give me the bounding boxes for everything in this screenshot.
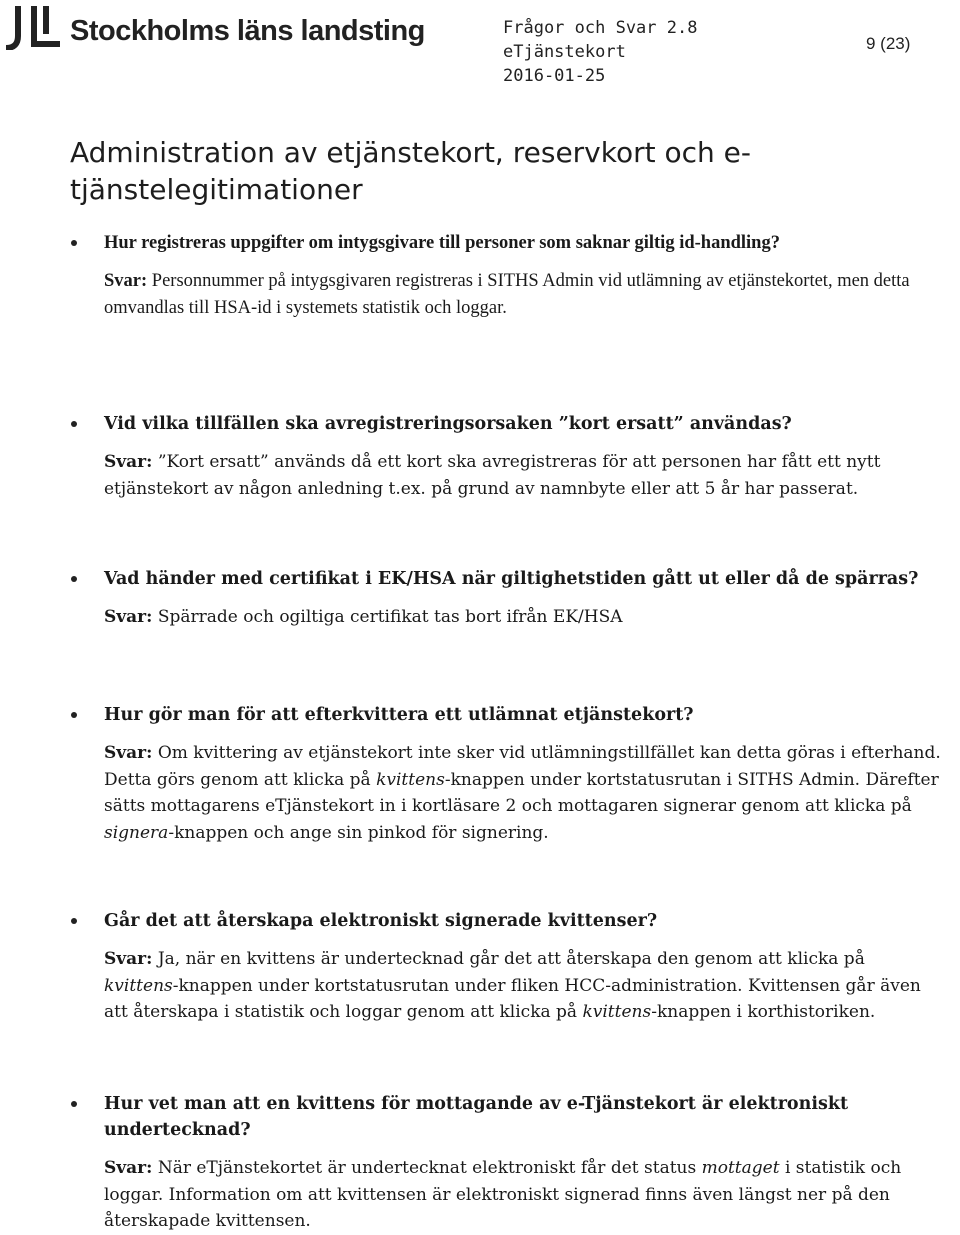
answer-text: -knappen i korthistoriken.: [651, 1002, 876, 1022]
answer-label: Svar:: [104, 1158, 153, 1178]
answer-text: Om kvittering av etjänstekort inte sker vid utlämningstillfället kan detta göras i efterhand. Detta görs genom att klicka på: [104, 743, 941, 790]
answer-label: Svar:: [104, 949, 153, 969]
question: Hur registreras uppgifter om intygsgivare till personer som saknar giltig id-handling?: [104, 230, 944, 256]
answer: [104, 449, 944, 502]
qa-item-6: [104, 1091, 944, 1235]
qa-item-1: [104, 230, 944, 321]
qa-item-2: [104, 411, 944, 502]
answer-text: Spärrade och ogiltiga certifikat tas bort ifrån EK/HSA: [157, 607, 623, 627]
answer-emphasis: kvittens: [104, 975, 173, 996]
answer: [104, 946, 944, 1026]
section-title: Administration av etjänstekort, reservkort och e-tjänstelegitimationer: [70, 136, 751, 206]
answer: [104, 604, 944, 631]
answer-emphasis: kvittens: [582, 1002, 652, 1022]
answer-text: Personnummer på intygsgivaren registreras i SITHS Admin vid utlämning av etjänstekortet, men detta omvandlas till HSA-id i systemets statistik och loggar.: [104, 271, 910, 318]
answer-label: Svar:: [104, 743, 153, 763]
doc-title: Frågor och Svar 2.8: [503, 18, 698, 38]
qa-item-5: [104, 908, 944, 1026]
answer: [104, 740, 944, 846]
answer-text: i statistik och loggar. Information om att kvittensen är elektroniskt signerad finns även längst ner på den återskapade kvittensen.: [104, 1158, 902, 1231]
doc-date: 2016-01-25: [503, 66, 606, 86]
answer-text: ”Kort ersatt” används då ett kort ska avregistreras för att personen har fått ett nytt etjänstekort av någon anledning t.ex. på grund av namnbyte eller att 5 år har passerat.: [104, 452, 881, 499]
qa-item-3: [104, 566, 944, 631]
org-name: Stockholms läns landsting: [70, 15, 425, 47]
question: Vid vilka tillfällen ska avregistreringsorsaken ”kort ersatt” användas?: [104, 411, 944, 437]
answer-text: Ja, när en kvittens är undertecknad går det att återskapa den genom att klicka på: [157, 949, 865, 969]
question: Hur vet man att en kvittens för mottagande av e-Tjänstekort är elektroniskt undertecknad?: [104, 1091, 944, 1143]
org-logo: [4, 6, 425, 50]
page-number: 9 (23): [866, 34, 911, 53]
answer: [104, 1155, 944, 1235]
answer-emphasis: mottaget: [701, 1158, 780, 1178]
answer-label: Svar:: [104, 452, 153, 472]
answer-label: Svar:: [104, 271, 148, 291]
answer-text: När eTjänstekortet är undertecknat elektroniskt får det status: [157, 1158, 702, 1178]
doc-subject: eTjänstekort: [503, 42, 626, 62]
question: Går det att återskapa elektroniskt signerade kvittenser?: [104, 908, 944, 934]
answer: [104, 268, 944, 321]
answer-emphasis: signera: [104, 822, 169, 843]
question: Vad händer med certifikat i EK/HSA när giltighetstiden gått ut eller då de spärras?: [104, 566, 944, 592]
qa-item-4: [104, 702, 944, 846]
answer-text: -knappen under kortstatusrutan i SITHS Admin. Därefter sätts mottagarens eTjänstekort in i kortläsare 2 och mottagaren signerar genom att klicka på: [104, 769, 939, 816]
sll-logo-icon: [4, 6, 62, 50]
answer-emphasis: kvittens: [376, 769, 445, 790]
answer-text: -knappen och ange sin pinkod för signering.: [168, 822, 549, 843]
answer-text: -knappen under kortstatusrutan under fliken HCC-administration. Kvittensen går även att återskapa i statistik och loggar genom att klicka på: [104, 975, 921, 1022]
document-meta: [503, 16, 697, 88]
question: Hur gör man för att efterkvittera ett utlämnat etjänstekort?: [104, 702, 944, 728]
answer-label: Svar:: [104, 607, 153, 627]
